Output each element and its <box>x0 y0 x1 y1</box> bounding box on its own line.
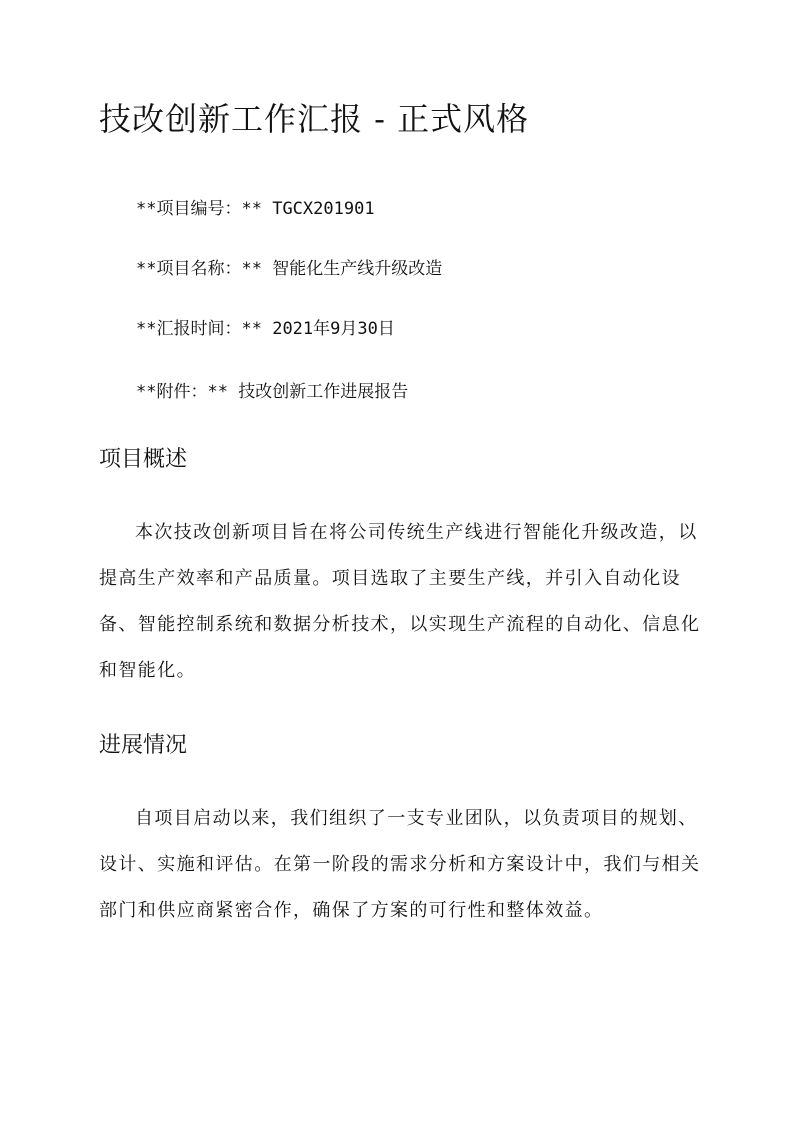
meta-report-date <box>136 317 395 341</box>
document-title: 技改创新工作汇报 - 正式风格 <box>99 100 530 138</box>
section-heading-progress: 进展情况 <box>99 733 188 758</box>
section-body-overview: 本次技改创新项目旨在将公司传统生产线进行智能化升级改造，以提高生产效率和产品质量。项目选取了主要生产线，并引入自动化设备、智能控制系统和数据分析技术，以实现生产流程的自动化、信息化和智能化。 <box>99 522 701 681</box>
meta-project-number <box>136 197 375 221</box>
section-body-progress: 自项目启动以来，我们组织了一支专业团队，以负责项目的规划、设计、实施和评估。在第一阶段的需求分析和方案设计中，我们与相关部门和供应商紧密合作，确保了方案的可行性和整体效益。 <box>99 808 701 921</box>
meta-attachment <box>136 380 408 404</box>
meta-value: TGCX201901 <box>272 199 375 219</box>
meta-project-name <box>136 257 442 281</box>
meta-value: 智能化生产线升级改造 <box>272 259 443 279</box>
meta-label: **项目名称：** <box>136 259 262 279</box>
meta-value: 2021年9月30日 <box>272 319 395 339</box>
section-heading-overview: 项目概述 <box>99 447 188 472</box>
meta-value: 技改创新工作进展报告 <box>238 382 409 402</box>
meta-label: **项目编号：** <box>136 199 262 219</box>
meta-label: **附件：** <box>136 382 228 402</box>
meta-label: **汇报时间：** <box>136 319 262 339</box>
